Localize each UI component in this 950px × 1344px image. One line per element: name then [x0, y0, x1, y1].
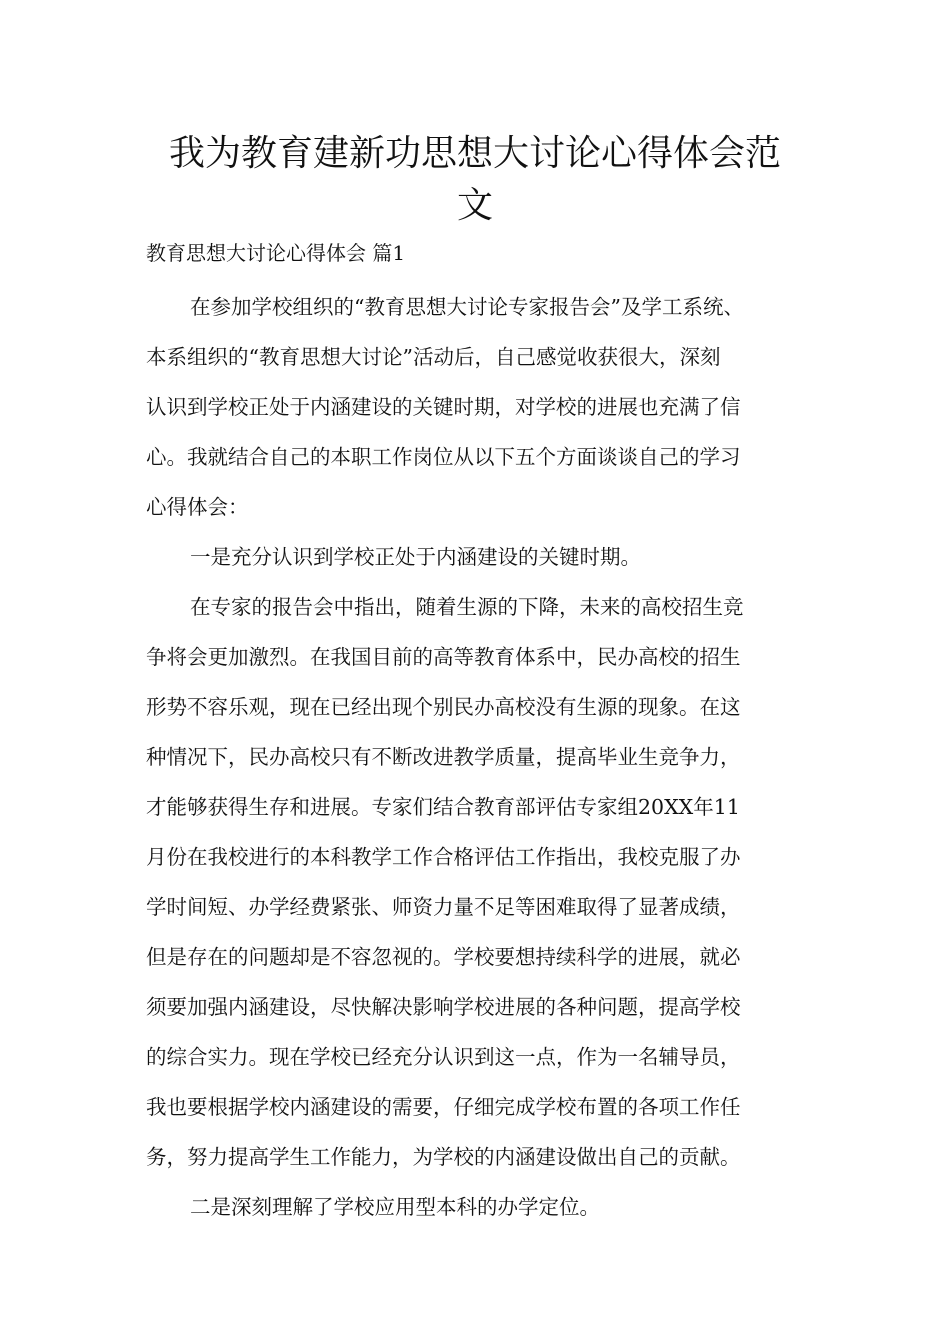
text-line: 心得体会：	[146, 495, 249, 519]
text-line: 在专家的报告会中指出，随着生源的下降，未来的高校招生竞	[190, 595, 744, 619]
document-body	[146, 282, 810, 1232]
text-line: 心。我就结合自己的本职工作岗位从以下五个方面谈谈自己的学习	[146, 445, 741, 469]
text-line: 才能够获得生存和进展。专家们结合教育部评估专家组20XX年11	[146, 795, 740, 819]
text-line: 务，努力提高学生工作能力，为学校的内涵建设做出自己的贡献。	[146, 1145, 741, 1169]
section-heading: 一是充分认识到学校正处于内涵建设的关键时期。	[190, 545, 641, 569]
text-line: 在参加学校组织的“教育思想大讨论专家报告会”及学工系统、	[190, 295, 744, 319]
text-line: 争将会更加激烈。在我国目前的高等教育体系中，民办高校的招生	[146, 645, 741, 669]
text-line: 但是存在的问题却是不容忽视的。学校要想持续科学的进展，就必	[146, 945, 741, 969]
section-heading: 二是深刻理解了学校应用型本科的办学定位。	[190, 1195, 600, 1219]
document-title	[120, 128, 830, 232]
text-line: 学时间短、办学经费紧张、师资力量不足等困难取得了显著成绩，	[146, 895, 741, 919]
text-line: 月份在我校进行的本科教学工作合格评估工作指出，我校克服了办	[146, 845, 741, 869]
document-subtitle: 教育思想大讨论心得体会 篇1	[146, 241, 406, 265]
text-line: 种情况下，民办高校只有不断改进教学质量，提高毕业生竞争力，	[146, 745, 741, 769]
text-line: 我也要根据学校内涵建设的需要，仔细完成学校布置的各项工作任	[146, 1095, 741, 1119]
text-line: 本系组织的“教育思想大讨论”活动后，自己感觉收获很大，深刻	[146, 345, 721, 369]
title-line-1: 我为教育建新功思想大讨论心得体会范	[168, 133, 781, 174]
text-line: 的综合实力。现在学校已经充分认识到这一点，作为一名辅导员，	[146, 1045, 741, 1069]
title-line-2: 文	[456, 185, 493, 226]
text-line: 认识到学校正处于内涵建设的关键时期，对学校的进展也充满了信	[146, 395, 741, 419]
text-line: 须要加强内涵建设，尽快解决影响学校进展的各种问题，提高学校	[146, 995, 741, 1019]
text-line: 形势不容乐观，现在已经出现个别民办高校没有生源的现象。在这	[146, 695, 741, 719]
